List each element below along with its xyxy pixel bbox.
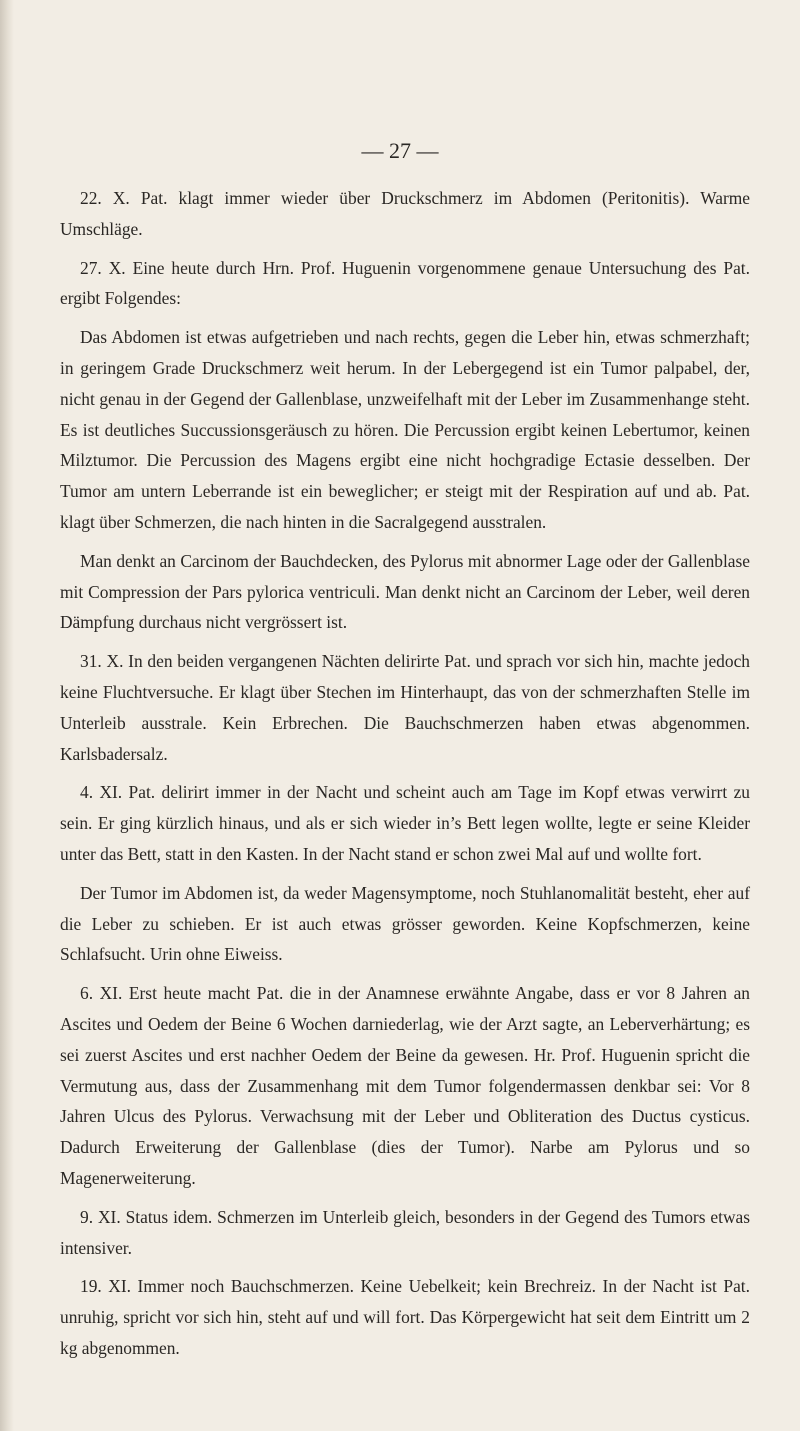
entry-6-xi: 6. XI. Erst heute macht Pat. die in der Anamnese erwähnte Angabe, dass er vor 8 Jahren an Ascites und Oedem der Beine 6 Wochen darniederlag, wie der Arzt sagte, an Leberverhärtung; es sei zuerst Ascites und erst nachher Oedem der Beine da gewesen. Hr. Prof. Huguenin spricht die Vermutung aus, dass der Zusammenhang mit dem Tumor folgendermassen denkbar sei: Vor 8 Jahren Ulcus des Pylorus. Verwachsung mit der Leber und Obliteration des Ductus cysticus. Dadurch Erweiterung der Gallenblase (dies der Tumor). Narbe am Pylorus und so Magenerweiterung. [60,983,750,1188]
entry-4-xi: 4. XI. Pat. delirirt immer in der Nacht und scheint auch am Tage im Kopf etwas verwirrt zu sein. Er ging kürzlich hinaus, und als er sich wieder in’s Bett legen wollte, legte er seine Kleider unter das Bett, statt in den Kasten. In der Nacht stand er schon zwei Mal auf und wollte fort. [60,782,750,864]
tumor-assessment: Der Tumor im Abdomen ist, da weder Magensymptome, noch Stuhlanomalität besteht, eher auf die Leber zu schieben. Er ist auch etwas grösser geworden. Keine Kopfschmerzen, keine Schlafsucht. Urin ohne Eiweiss. [60,882,750,965]
entry-27-x: 27. X. Eine heute durch Hrn. Prof. Huguenin vorgenommene genaue Untersuchung des Pat. ergibt Folgendes: [60,257,750,309]
entry-19-xi: 19. XI. Immer noch Bauchschmerzen. Keine Uebelkeit; kein Brechreiz. In der Nacht ist Pat. unruhig, spricht vor sich hin, steht auf und will fort. Das Körpergewicht hat seit dem Eintritt um 2 kg abgenommen. [60,1276,750,1358]
entry-22-x: 22. X. Pat. klagt immer wieder über Druckschmerz im Abdomen (Peritonitis). Warme Umschläge. [60,188,750,239]
scan-edge [0,0,14,1431]
entry-9-xi: 9. XI. Status idem. Schmerzen im Unterleib gleich, besonders in der Gegend des Tumors etwas intensiver. [60,1206,750,1258]
page-number: — 27 — [361,138,439,163]
differential-diagnosis: Man denkt an Carcinom der Bauchdecken, des Pylorus mit abnormer Lage oder der Gallenblase mit Compression der Pars pylorica ventriculi. Man denkt nicht an Carcinom der Leber, weil deren Dämpfung durchaus nicht vergrössert ist. [60,550,750,633]
examination-findings: Das Abdomen ist etwas aufgetrieben und nach rechts, gegen die Leber hin, etwas schmerzhaft; in geringem Grade Druckschmerz weit herum. In der Lebergegend ist ein Tumor palpabel, der, nicht genau in der Gegend der Gallenblase, unzweifelhaft mit der Leber im Zusammenhange steht. Es ist deutliches Succussionsgeräusch zu hören. Die Percussion ergibt keinen Lebertumor, keinen Milztumor. Die Percussion des Magens ergibt eine nicht hochgradige Ectasie desselben. Der Tumor am untern Leberrande ist ein beweglicher; er steigt mit der Respiration auf und ab. Pat. klagt über Schmerzen, die nach hinten in die Sacralgegend ausstralen. [60,327,750,532]
entry-31-x: 31. X. In den beiden vergangenen Nächten delirirte Pat. und sprach vor sich hin, machte jedoch keine Fluchtversuche. Er klagt über Stechen im Hinterhaupt, das von der schmerzhaften Stelle im Unterleib ausstrale. Kein Erbrechen. Die Bauchschmerzen haben etwas abgenommen. Karlsbadersalz. [60,651,750,764]
page-body [60,183,750,1364]
